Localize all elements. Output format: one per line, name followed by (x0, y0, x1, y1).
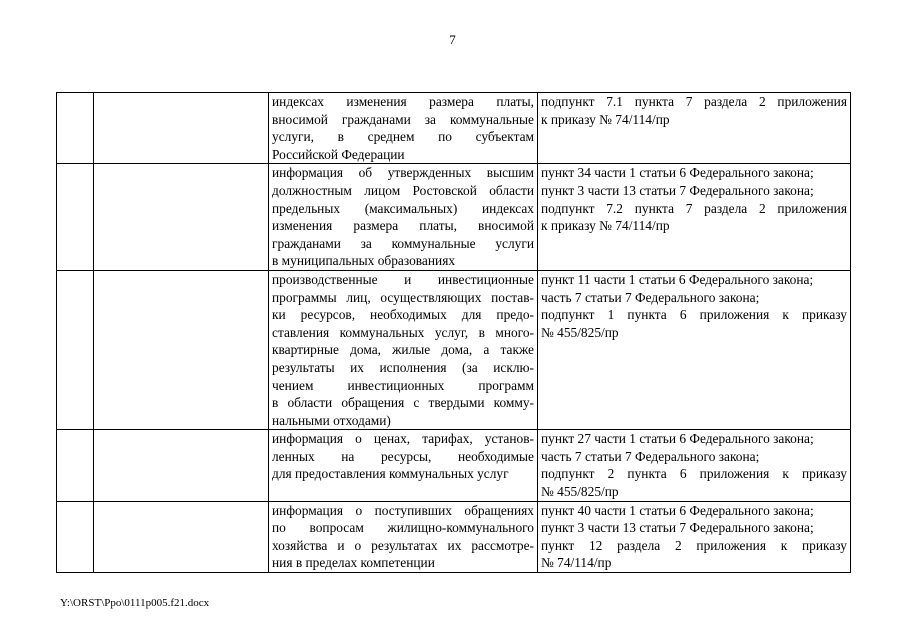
name-cell (94, 93, 269, 164)
legal-basis-cell (538, 270, 851, 429)
information-line: ленных на ресурсы, необходимые (272, 448, 534, 464)
information-line: информация о ценах, тарифах, установ- (272, 431, 534, 447)
information-line: для предоставления коммунальных услуг (272, 466, 509, 482)
legal-basis-line: подпункт 1 пункта 6 приложения к приказу (541, 307, 847, 323)
name-cell (94, 270, 269, 429)
legal-basis-line: подпункт 2 пункта 6 приложения к приказу (541, 466, 847, 482)
information-line: в муниципальных образованиях (272, 253, 456, 269)
legal-basis-cell (538, 164, 851, 271)
table-row (57, 164, 851, 271)
legal-basis-line: пункт 3 части 13 статьи 7 Федерального закона; (541, 520, 814, 536)
legal-basis-line: часть 7 статьи 7 Федерального закона; (541, 289, 760, 305)
information-line: предельных (максимальных) индексах (272, 200, 534, 216)
number-cell (57, 501, 94, 572)
information-line: ки ресурсов, необходимых для предо- (272, 307, 534, 323)
table-row (57, 430, 851, 501)
information-line: квартирные дома, жилые дома, а также (272, 342, 534, 358)
legal-basis-line: к приказу № 74/114/пр (541, 218, 670, 234)
legal-basis-line: к приказу № 74/114/пр (541, 111, 670, 127)
information-line: вносимой гражданами за коммунальные (272, 111, 534, 127)
information-line: чением инвестиционных программ (272, 377, 534, 393)
legal-basis-line: пункт 34 части 1 статьи 6 Федерального закона; (541, 165, 814, 181)
legal-basis-line: № 455/825/пр (541, 484, 619, 500)
number-cell (57, 93, 94, 164)
legal-basis-line: подпункт 7.2 пункта 7 раздела 2 приложения (541, 200, 847, 216)
information-line: производственные и инвестиционные (272, 271, 534, 287)
legal-basis-line: пункт 12 раздела 2 приложения к приказу (541, 537, 847, 553)
information-line: должностным лицом Ростовской области (272, 182, 534, 198)
legal-basis-line: № 74/114/пр (541, 555, 612, 571)
legal-basis-line: № 455/825/пр (541, 324, 619, 340)
legal-basis-line: пункт 11 части 1 статьи 6 Федерального закона; (541, 271, 814, 287)
document-file-path: Y:\ORST\Ppo\0111p005.f21.docx (60, 597, 210, 609)
number-cell (57, 270, 94, 429)
information-line: изменения размера платы, вносимой (272, 218, 534, 234)
information-line: программы лиц, осуществляющих постав- (272, 289, 534, 305)
information-cell (269, 164, 538, 271)
table-row (57, 501, 851, 572)
number-cell (57, 164, 94, 271)
information-cell (269, 270, 538, 429)
information-line: нальными отходами) (272, 412, 391, 428)
number-cell (57, 430, 94, 501)
information-cell (269, 430, 538, 501)
information-cell (269, 501, 538, 572)
legal-basis-cell (538, 501, 851, 572)
page-number: 7 (449, 32, 456, 47)
information-line: гражданами за коммунальные услуги (272, 235, 534, 251)
information-line: услуги, в среднем по субъектам (272, 129, 534, 145)
information-line: информация об утвержденных высшим (272, 165, 534, 181)
information-line: ставления коммунальных услуг, в много- (272, 324, 534, 340)
table-row (57, 93, 851, 164)
information-line: ния в пределах компетенции (272, 555, 435, 571)
legal-basis-line: часть 7 статьи 7 Федерального закона; (541, 448, 760, 464)
name-cell (94, 430, 269, 501)
information-line: Российской Федерации (272, 146, 405, 162)
name-cell (94, 501, 269, 572)
information-line: информация о поступивших обращениях (272, 502, 534, 518)
legal-basis-cell (538, 430, 851, 501)
name-cell (94, 164, 269, 271)
information-line: по вопросам жилищно-коммунального (272, 520, 534, 536)
legal-basis-line: подпункт 7.1 пункта 7 раздела 2 приложения (541, 94, 847, 109)
information-line: хозяйства и о результатах их рассмотре- (272, 537, 534, 553)
information-line: результаты их исполнения (за исклю- (272, 359, 534, 375)
legal-basis-cell (538, 93, 851, 164)
legal-basis-line: пункт 27 части 1 статьи 6 Федерального закона; (541, 431, 814, 447)
information-cell (269, 93, 538, 164)
legal-basis-line: пункт 40 части 1 статьи 6 Федерального закона; (541, 502, 814, 518)
information-line: индексах изменения размера платы, (272, 94, 534, 109)
information-line: в области обращения с твердыми комму- (272, 395, 534, 411)
regulatory-info-table (56, 92, 851, 573)
table-row (57, 270, 851, 429)
legal-basis-line: пункт 3 части 13 статьи 7 Федерального закона; (541, 182, 814, 198)
